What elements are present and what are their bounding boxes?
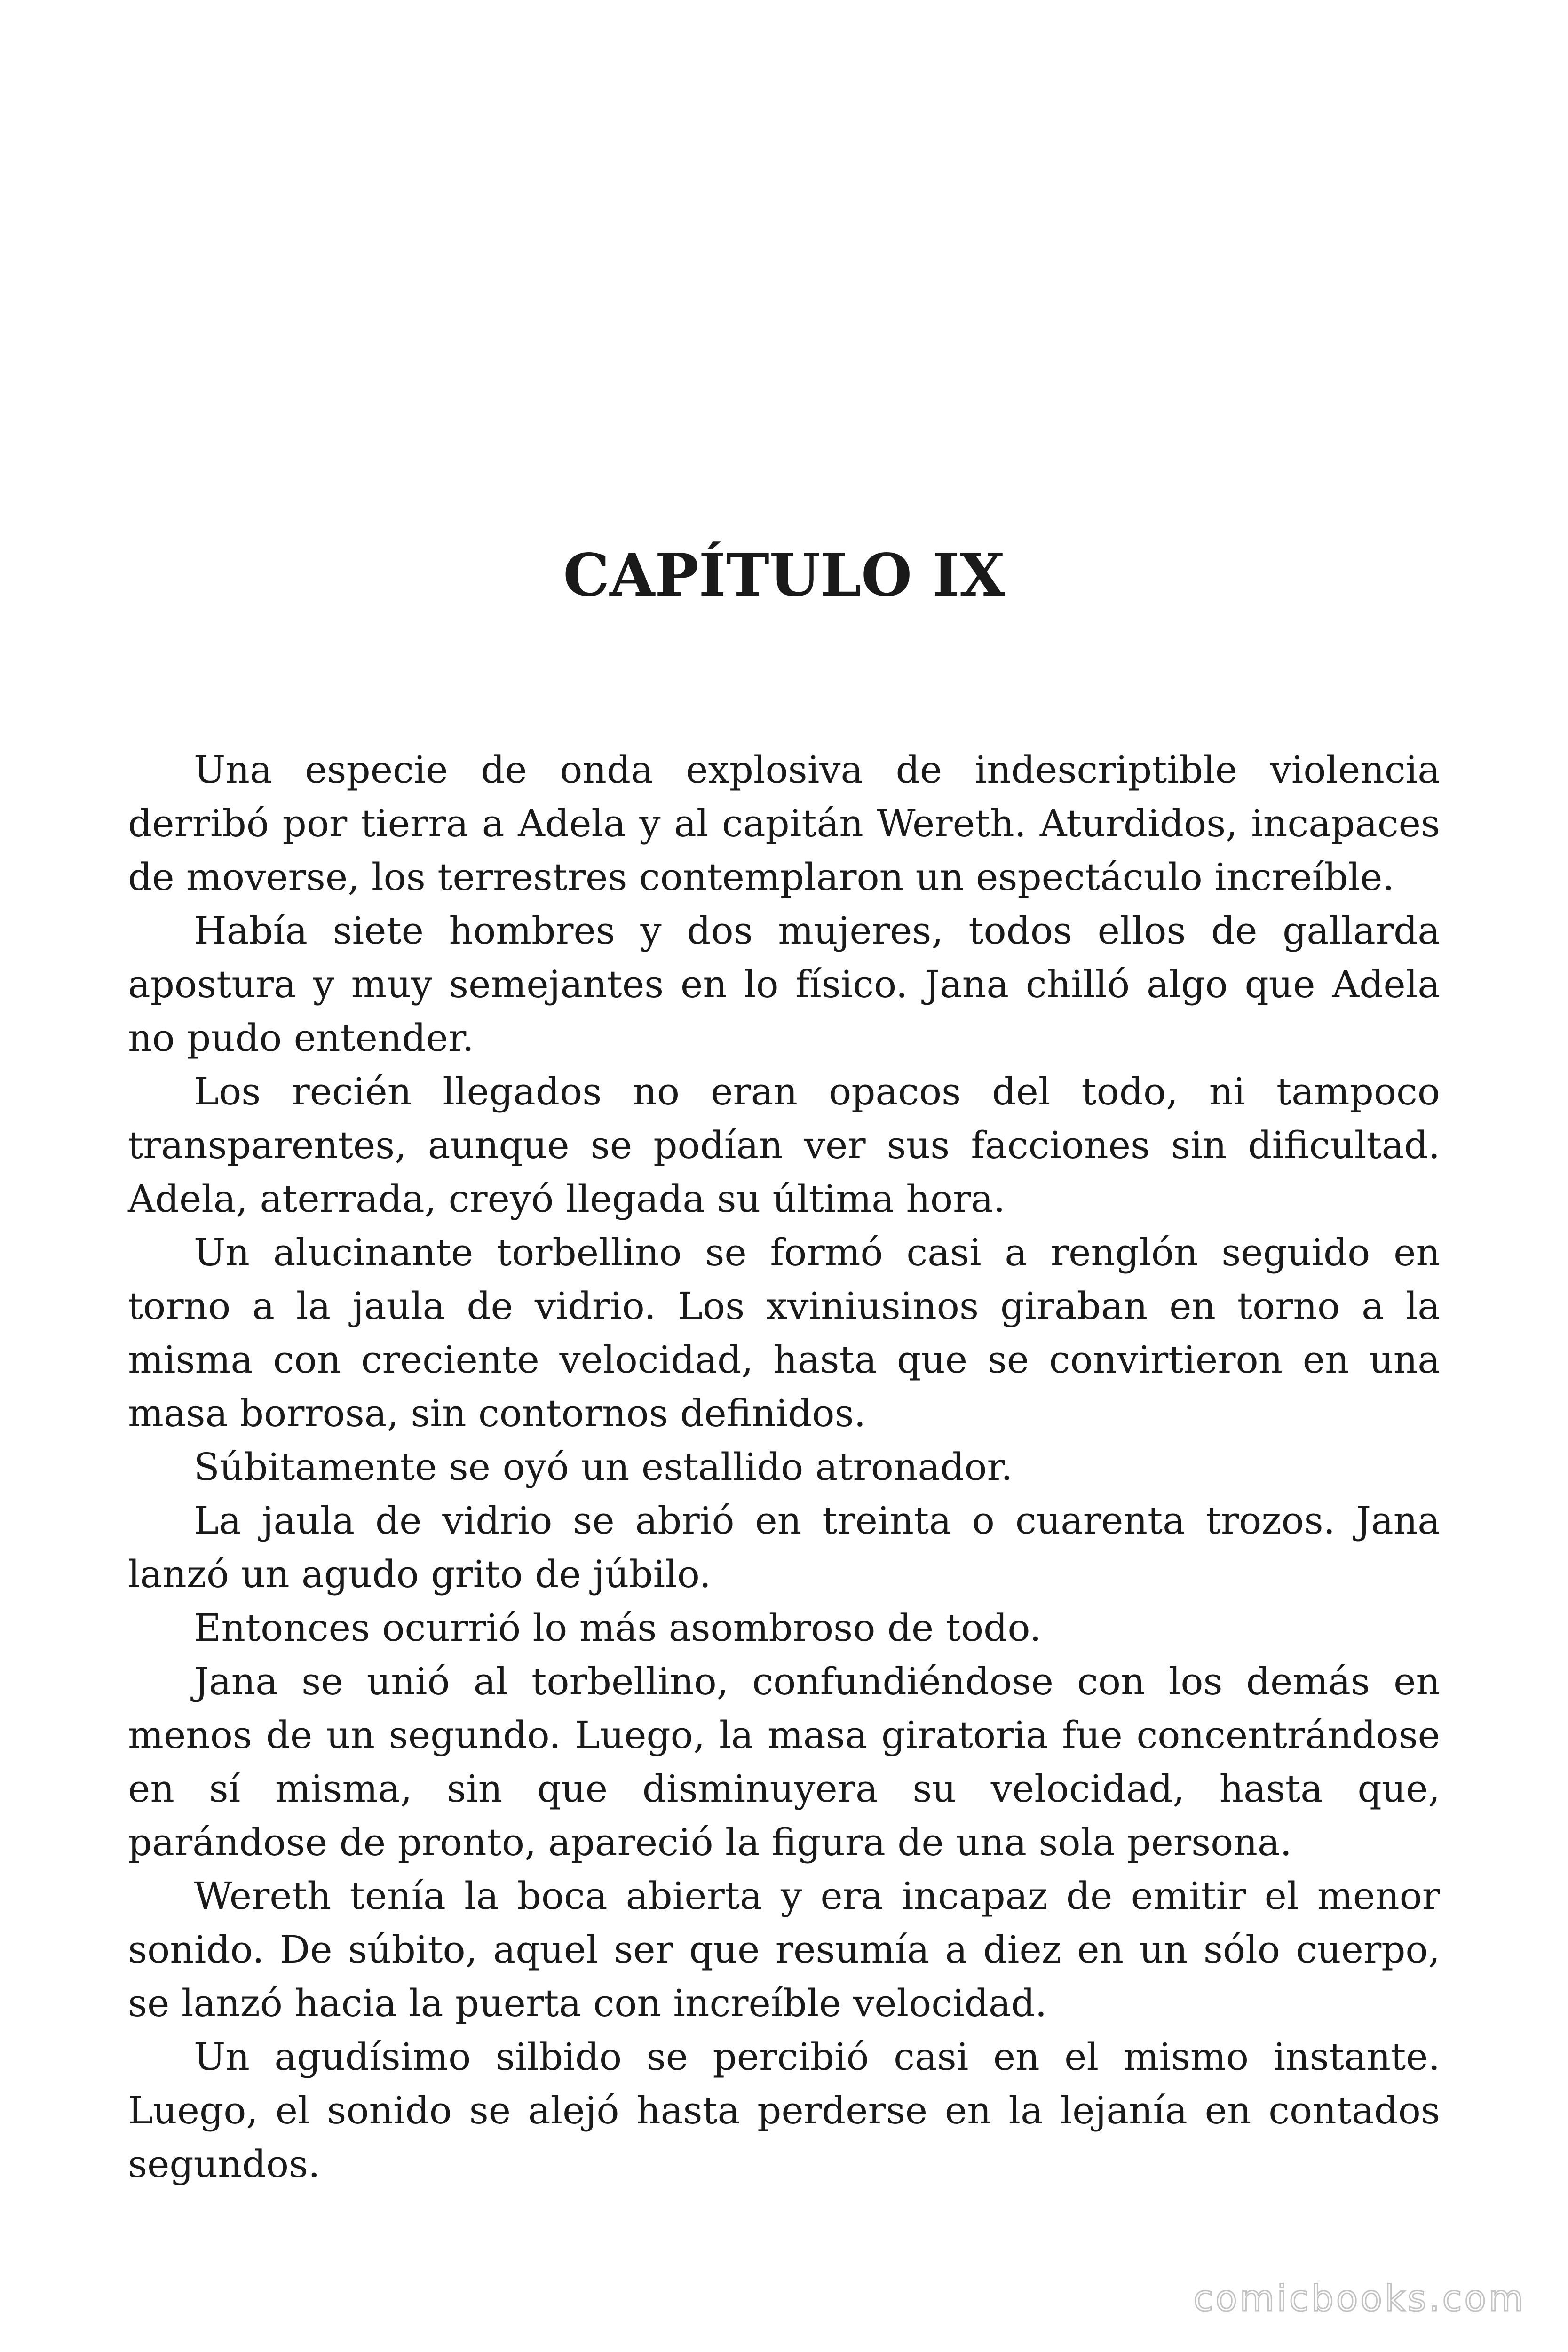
paragraph: Súbitamente se oyó un estallido atronador. [194, 1445, 1013, 1489]
watermark: comicbooks.com [1193, 2277, 1526, 2319]
paragraph: Un alucinante torbellino se formó casi a renglón seguido en torno a la jaula de vidrio. Los xviniusinos giraban en torno a la misma con creciente velocidad, hasta que se convirtieron en una masa borrosa, sin contornos definidos. [128, 1231, 1440, 1435]
paragraph: Un agudísimo silbido se percibió casi en el mismo instante. Luego, el sonido se alejó hasta perderse en la lejanía en contados segundos. [128, 2035, 1440, 2186]
paragraph: Había siete hombres y dos mujeres, todos ellos de gallarda apostura y muy semejantes en lo físico. Jana chilló algo que Adela no pudo entender. [128, 909, 1440, 1060]
paragraph: Jana se unió al torbellino, confundiéndose con los demás en menos de un segundo. Luego, la masa giratoria fue concentrándose en sí misma, sin que disminuyera su velocidad, hasta que, parándose de pronto, apareció la figura de una sola persona. [128, 1660, 1440, 1864]
paragraph: Una especie de onda explosiva de indescriptible violencia derribó por tierra a Adela y al capitán Wereth. Aturdidos, incapaces de moverse, los terrestres contemplaron un espectáculo increíble. [128, 748, 1440, 899]
chapter-title: CAPÍTULO IX [563, 541, 1005, 610]
paragraph: La jaula de vidrio se abrió en treinta o cuarenta trozos. Jana lanzó un agudo grito de júbilo. [128, 1499, 1440, 1596]
paragraph: Wereth tenía la boca abierta y era incapaz de emitir el menor sonido. De súbito, aquel ser que resumía a diez en un sólo cuerpo, se lanzó hacia la puerta con increíble velocidad. [128, 1874, 1440, 2025]
paragraph: Los recién llegados no eran opacos del todo, ni tampoco transparentes, aunque se podían ver sus facciones sin dificultad. Adela, aterrada, creyó llegada su última hora. [128, 1070, 1440, 1221]
paragraph: Entonces ocurrió lo más asombroso de todo. [194, 1606, 1042, 1650]
chapter-body [128, 743, 1440, 2191]
